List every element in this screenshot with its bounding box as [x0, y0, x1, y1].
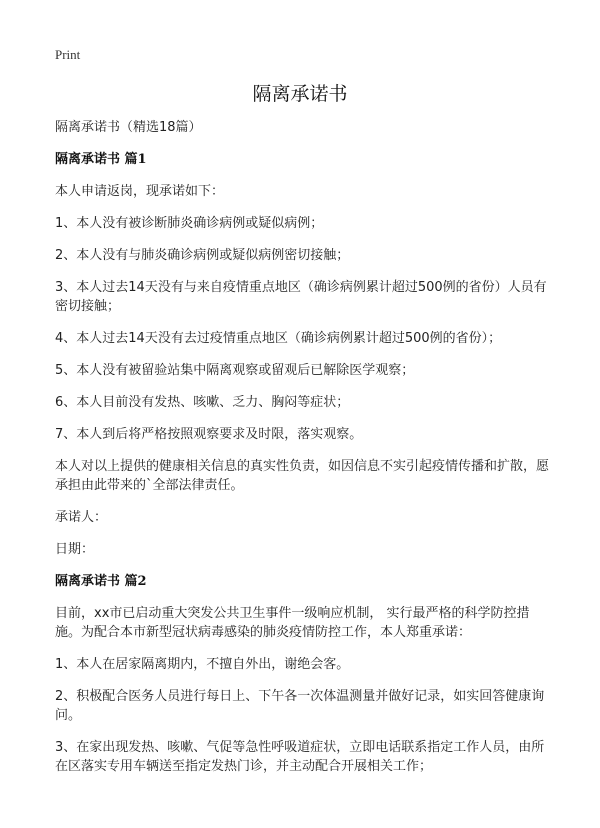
section1-item-7: 7、本人到后将严格按照观察要求及时限，落实观察。	[55, 427, 363, 442]
section2-item-3: 3、在家出现发热、咳嗽、气促等急性呼吸道症状，立即电话联系指定工作人员，由所在区落实专用车辆送至指定发热门诊，并主动配合开展相关工作；	[55, 740, 545, 774]
document-body	[55, 118, 555, 789]
section1-item-3: 3、本人过去14天没有与来自疫情重点地区（确诊病例累计超过500例的省份）人员有密切接触；	[55, 280, 547, 314]
signer-label: 承诺人：	[55, 510, 108, 525]
section1-item-4: 4、本人过去14天没有去过疫情重点地区（确诊病例累计超过500例的省份）；	[55, 331, 502, 346]
section1-closing: 本人对以上提供的健康相关信息的真实性负责，如因信息不实引起疫情传播和扩散，愿承担由此带来的`全部法律责任。	[55, 459, 550, 493]
section1-item-5: 5、本人没有被留验站集中隔离观察或留观后已解除医学观察；	[55, 363, 415, 378]
section2-item-1: 1、本人在居家隔离期内，不擅自外出，谢绝会客。	[55, 657, 350, 672]
section-heading-1: 隔离承诺书 篇1	[55, 152, 147, 167]
section1-intro: 本人申请返岗，现承诺如下：	[55, 184, 225, 199]
section1-item-6: 6、本人目前没有发热、咳嗽、乏力、胸闷等症状；	[55, 395, 350, 410]
section1-item-2: 2、本人没有与肺炎确诊病例或疑似病例密切接触；	[55, 248, 350, 263]
date-label: 日期：	[55, 542, 95, 557]
section1-item-1: 1、本人没有被诊断肺炎确诊病例或疑似病例；	[55, 216, 324, 231]
print-label: Print	[55, 47, 81, 62]
document-subtitle: 隔离承诺书（精选18篇）	[55, 120, 202, 135]
section-heading-2: 隔离承诺书 篇2	[55, 574, 147, 589]
section2-intro: 目前，xx市已启动重大突发公共卫生事件一级响应机制， 实行最严格的科学防控措施。为配合本市新型冠状病毒感染的肺炎疫情防控工作，本人郑重承诺：	[55, 606, 530, 640]
section2-item-2: 2、积极配合医务人员进行每日上、下午各一次体温测量并做好记录，如实回答健康询问。	[55, 689, 545, 723]
document-title: 隔离承诺书	[252, 83, 348, 105]
